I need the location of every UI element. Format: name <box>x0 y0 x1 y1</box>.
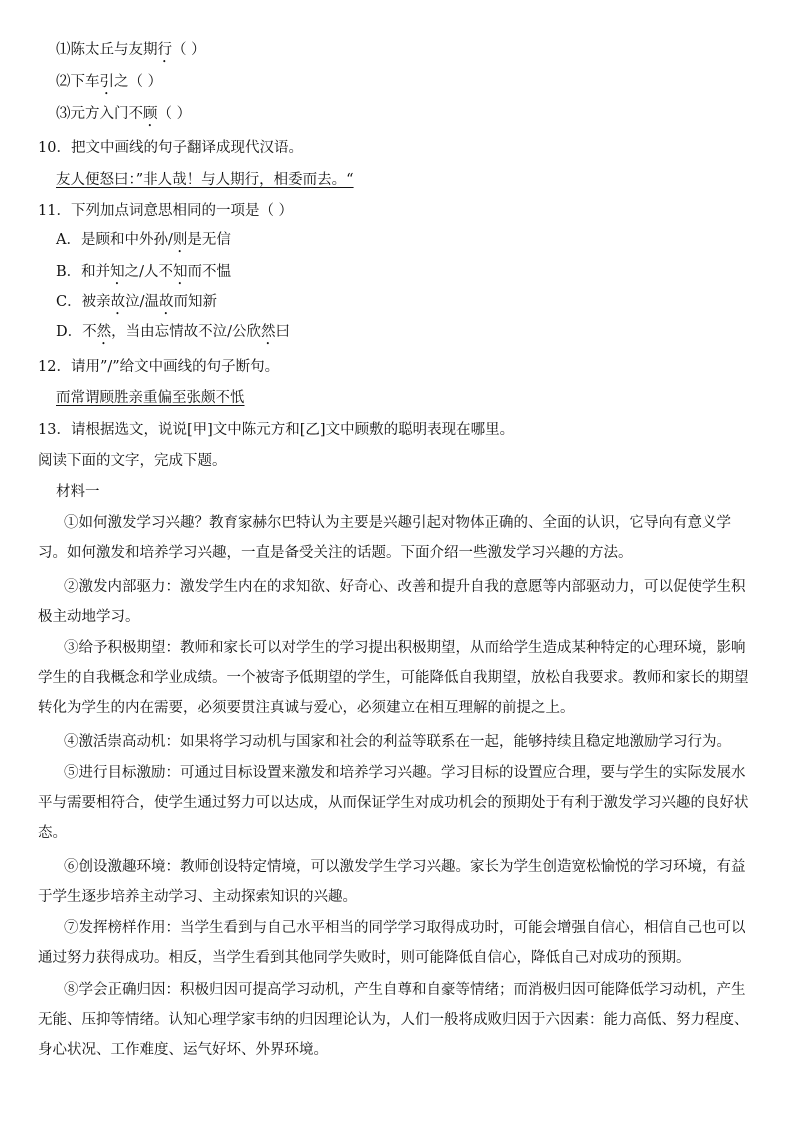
q11-option-b-text: B．和并 <box>56 264 111 280</box>
q13-stem: 13．请根据选文，说说[甲]文中陈元方和[乙]文中顾敷的聪明表现在哪里。 <box>38 422 515 438</box>
q9-item-1-text: ⑴陈太丘与友期 <box>56 42 158 58</box>
q10-underlined-sentence: 友人便怒曰：”非人哉！与人期行，相委而去。“ <box>56 172 354 188</box>
paragraph-8: ⑧学会正确归因：积极归因可提高学习动机，产生自尊和自豪等情绪；而消极归因可能降低学习动机，产生无能、压抑等情绪。认知心理学家韦纳的归因理论认为，人们一般将成败归因于六因素：能力高低、努力程度、身心状况、工作难度、运气好坏、外界环境。 <box>38 982 749 1058</box>
paragraph-6: ⑥创设激趣环境：教师创设特定情境，可以激发学生学习兴趣。家长为学生创造宽松愉悦的学习环境，有益于学生逐步培养主动学习、主动探索知识的兴趣。 <box>38 859 746 905</box>
paragraph-5: ⑤进行目标激励：可通过目标设置来激发和培养学习兴趣。学习目标的设置应合理，要与学生的实际发展水平与需要相符合，使学生通过努力可以达成，从而保证学生对成功机会的预期处于有利于激发学习兴趣的良好状态。 <box>38 765 749 841</box>
q11-option-d-dotted-1: 然 <box>96 324 112 340</box>
q9-item-3 <box>56 104 191 130</box>
q9-item-2-text: ⑵下车 <box>56 74 100 90</box>
q11-option-b-dotted-2: 知 <box>173 264 188 280</box>
q9-item-2 <box>56 72 162 98</box>
q11-option-c-dotted-2: 故 <box>159 294 174 310</box>
reading-instruction: 阅读下面的文字，完成下题。 <box>38 453 227 469</box>
q11-option-d <box>56 322 290 348</box>
q9-item-2-dotted-word: 引 <box>99 74 114 90</box>
q10-sentence <box>56 170 354 190</box>
paragraph-3: ③给予积极期望：教师和家长可以对学生的学习提出积极期望，从而给学生造成某种特定的心理环境，影响学生的自我概念和学业成绩。一个被寄予低期望的学生，可能降低自我期望，放松自我要求。教师和家长的期望转化为学生的内在需要，必须要贯注真诚与爱心，必须建立在相互理解的前提之上。 <box>38 640 749 716</box>
q11-option-a-text-end: 是无信 <box>187 232 231 248</box>
q11-option-d-text: D．不 <box>56 324 97 340</box>
q11-option-b-text-mid: 之/人不 <box>124 264 174 280</box>
q11-option-a <box>56 230 231 256</box>
q11-option-c-text-end: 而知新 <box>173 294 217 310</box>
q11-option-d-text-end: 曰 <box>275 324 291 340</box>
q11-option-d-text-mid: ，当由忘情故不泣/公欣 <box>111 324 262 340</box>
q9-item-3-text: ⑶元方入门不 <box>56 106 143 122</box>
q12-underlined-sentence: 而常谓顾胜亲重偏至张颇不忯 <box>56 390 245 406</box>
q11-option-c-text-mid: 泣/温 <box>125 294 159 310</box>
q9-item-1-blank: （ ） <box>172 42 206 58</box>
q11-option-a-dotted: 则 <box>172 232 188 248</box>
q9-item-3-dotted-word: 顾 <box>143 106 158 122</box>
q11-option-a-text: A．是顾和中外孙/ <box>56 232 173 248</box>
q11-option-b <box>56 262 231 288</box>
q9-item-3-blank: （ ） <box>157 106 192 122</box>
q11-option-c-text: C．被亲 <box>56 294 111 310</box>
q11-option-c-dotted-1: 故 <box>110 294 126 310</box>
q9-item-1 <box>56 40 206 66</box>
q9-item-1-dotted-word: 行 <box>157 42 172 58</box>
q12-stem: 12．请用”/”给文中画线的句子断句。 <box>38 359 280 375</box>
q10-stem: 10．把文中画线的句子翻译成现代汉语。 <box>38 140 303 156</box>
paragraph-1: ①如何激发学习兴趣？教育家赫尔巴特认为主要是兴趣引起对物体正确的、全面的认识，它导向有意义学习。如何激发和培养学习兴趣，一直是备受关注的话题。下面介绍一些激发学习兴趣的方法。 <box>38 515 731 561</box>
q11-option-c <box>56 292 217 318</box>
q11-option-b-text-end: 而不愠 <box>187 264 232 280</box>
material-title: 材料一 <box>56 484 100 500</box>
q11-stem: 11．下列加点词意思相同的一项是（ ） <box>38 203 294 219</box>
q11-option-d-dotted-2: 然 <box>261 324 276 340</box>
paragraph-2: ②激发内部驱力：激发学生内在的求知欲、好奇心、改善和提升自我的意愿等内部驱动力，可以促使学生积极主动地学习。 <box>38 579 746 625</box>
paragraph-7: ⑦发挥榜样作用：当学生看到与自己水平相当的同学学习取得成功时，可能会增强自信心，相信自己也可以通过努力获得成功。相反，当学生看到其他同学失败时，则可能降低自信心，降低自己对成功的预期。 <box>38 920 746 966</box>
q12-sentence <box>56 388 245 408</box>
paragraph-4: ④激活崇高动机：如果将学习动机与国家和社会的利益等联系在一起，能够持续且稳定地激励学习行为。 <box>64 734 731 750</box>
q11-option-b-dotted-1: 知 <box>110 264 125 280</box>
q9-item-2-blank: 之（ ） <box>114 74 163 90</box>
